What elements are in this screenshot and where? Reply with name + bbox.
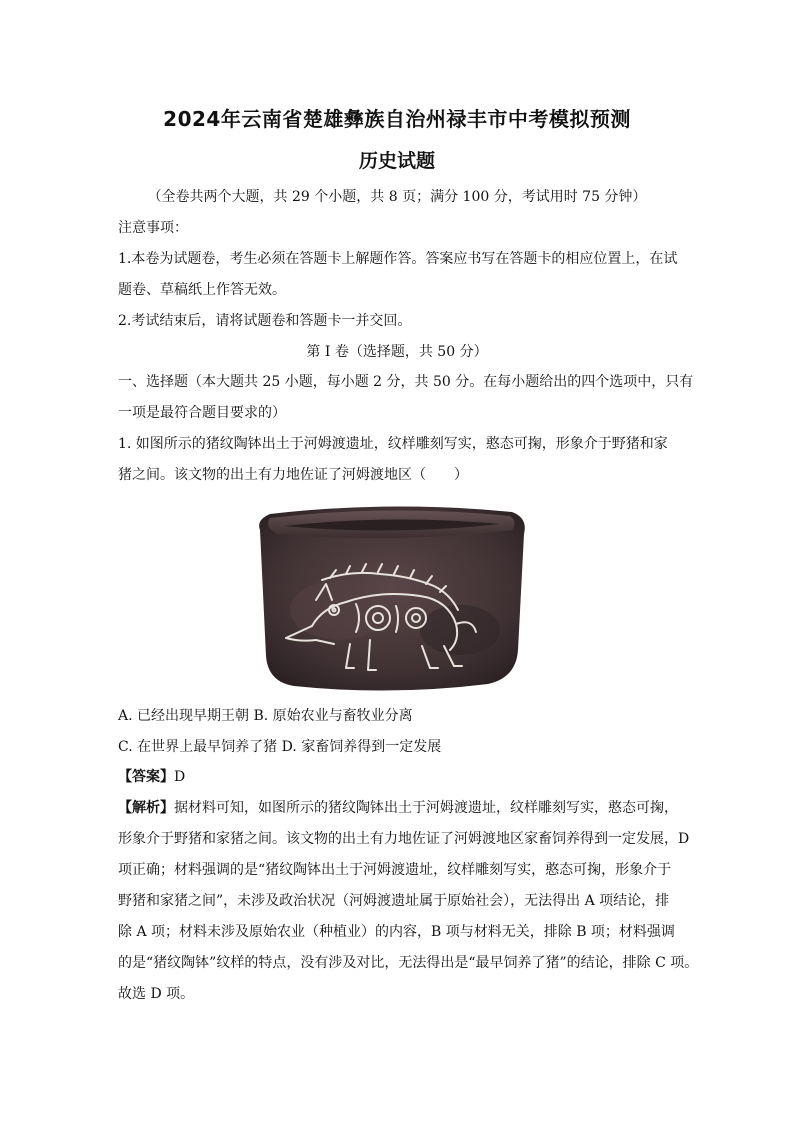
answer-value: D — [174, 769, 186, 785]
analysis-line1 — [118, 798, 678, 818]
options-line2: C. 在世界上最早饲养了猪 D. 家畜饲养得到一定发展 — [118, 739, 442, 755]
exam-title: 2024年云南省楚雄彝族自治州禄丰市中考模拟预测 — [163, 107, 631, 131]
answer-label: 【答案】 — [118, 769, 174, 785]
options-line1: A. 已经出现早期王朝 B. 原始农业与畜牧业分离 — [118, 708, 413, 724]
exam-subject: 历史试题 — [358, 150, 435, 172]
notice-2: 2.考试结束后，请将试题卷和答题卡一并交回。 — [118, 313, 412, 329]
analysis-text-1: 据材料可知，如图所示的猪纹陶钵出土于河姆渡遗址，纹样雕刻写实，憨态可掬， — [174, 800, 678, 816]
pig-pottery-bowl-image — [250, 500, 532, 696]
analysis-line7: 故选 D 项。 — [118, 986, 195, 1002]
section-line2: 一项是最符合题目要求的） — [118, 405, 286, 421]
exam-info: （全卷共两个大题，共 29 个小题，共 8 页；满分 100 分，考试用时 75 分钟） — [147, 189, 647, 205]
analysis-line4: 野猪和家猪之间”，未涉及政治状况（河姆渡遗址属于原始社会），无法得出 A 项结论，排 — [118, 893, 670, 909]
analysis-line6: 的是“猪纹陶钵”纹样的特点，没有涉及对比，无法得出是“最早饲养了猪”的结论，排除 C 项。 — [118, 955, 699, 971]
analysis-line2: 形象介于野猪和家猪之间。该文物的出土有力地佐证了河姆渡地区家畜饲养得到一定发展，D — [118, 831, 690, 847]
question-1-line2: 猪之间。该文物的出土有力地佐证了河姆渡地区（ ） — [118, 467, 468, 483]
analysis-line3: 项正确；材料强调的是“猪纹陶钵出土于河姆渡遗址，纹样雕刻写实，憨态可掬，形象介于 — [118, 862, 672, 878]
answer-line — [118, 767, 185, 787]
analysis-label: 【解析】 — [118, 800, 174, 816]
section-line1: 一、选择题（本大题共 25 小题，每小题 2 分，共 50 分。在每小题给出的四个选项中，只有 — [118, 374, 694, 390]
notice-1-line2: 题卷、草稿纸上作答无效。 — [118, 282, 286, 298]
notice-1-line1: 1.本卷为试题卷，考生必须在答题卡上解题作答。答案应书写在答题卡的相应位置上，在试 — [118, 251, 678, 267]
analysis-line5: 除 A 项；材料未涉及原始农业（种植业）的内容，B 项与材料无关，排除 B 项；材料强调 — [118, 924, 675, 940]
notice-heading: 注意事项： — [118, 220, 188, 236]
question-1-line1: 1. 如图所示的猪纹陶钵出土于河姆渡遗址，纹样雕刻写实，憨态可掬，形象介于野猪和家 — [118, 436, 668, 452]
part-heading: 第 I 卷（选择题，共 50 分） — [306, 344, 488, 360]
